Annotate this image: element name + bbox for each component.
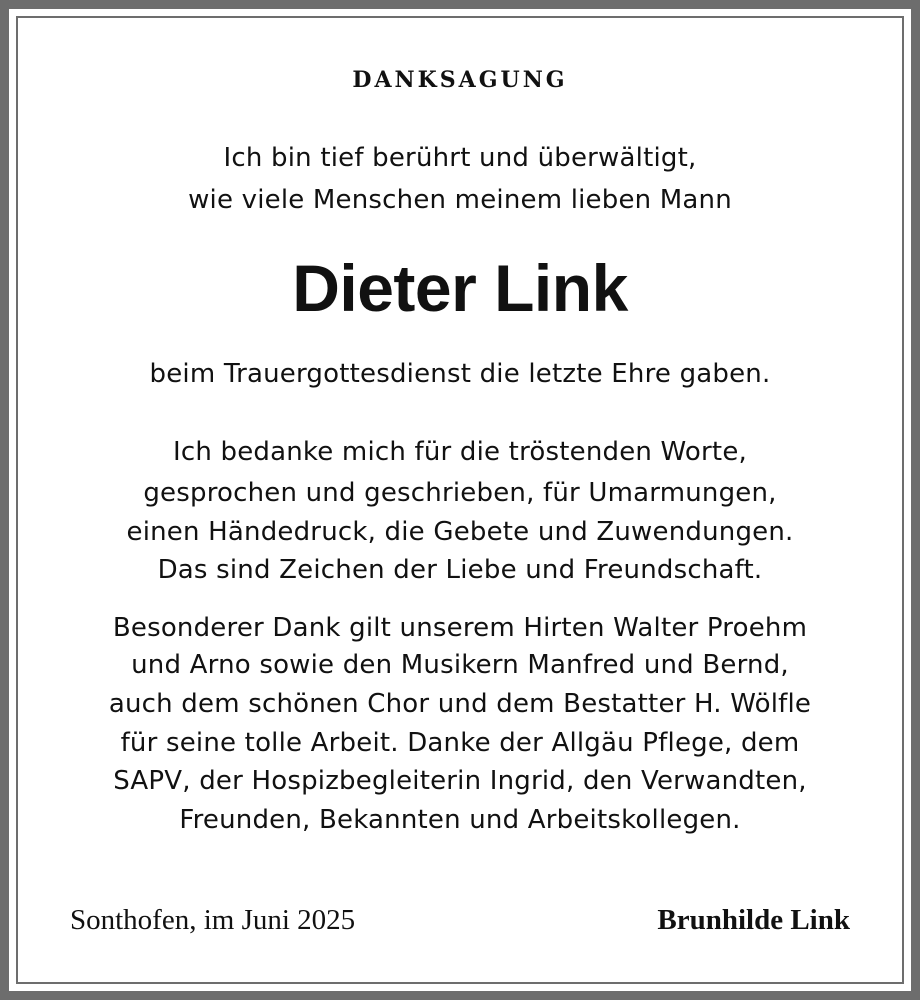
- intro-line-1: Ich bin tief berührt und überwältigt,: [223, 143, 697, 173]
- notice-heading: DANKSAGUNG: [352, 67, 568, 93]
- paragraph-1-line-4: Das sind Zeichen der Liebe und Freundschaft.: [157, 555, 763, 585]
- paragraph-1-line-1: Ich bedanke mich für die tröstenden Worte,: [173, 437, 747, 467]
- deceased-name: Dieter Link: [292, 251, 628, 325]
- place-and-date: Sonthofen, im Juni 2025: [70, 904, 356, 936]
- paragraph-1-line-3: einen Händedruck, die Gebete und Zuwendungen.: [126, 517, 794, 547]
- paragraph-2-line-2: und Arno sowie den Musikern Manfred und Bernd,: [131, 650, 789, 680]
- paragraph-2-line-5: SAPV, der Hospizbegleiterin Ingrid, den Verwandten,: [113, 766, 807, 796]
- paragraph-2-line-3: auch dem schönen Chor und dem Bestatter H. Wölfle: [108, 689, 812, 719]
- paragraph-2-line-4: für seine tolle Arbeit. Danke der Allgäu Pflege, dem: [120, 728, 800, 758]
- paragraph-2-line-1: Besonderer Dank gilt unserem Hirten Walter Proehm: [112, 613, 808, 643]
- paragraph-2-line-6: Freunden, Bekannten und Arbeitskollegen.: [179, 805, 741, 835]
- intro-line-2: wie viele Menschen meinem lieben Mann: [188, 185, 732, 215]
- signer-name: Brunhilde Link: [657, 904, 850, 936]
- paragraph-1-line-2: gesprochen und geschrieben, für Umarmungen,: [143, 478, 777, 508]
- after-name-line: beim Trauergottesdienst die letzte Ehre gaben.: [149, 359, 771, 389]
